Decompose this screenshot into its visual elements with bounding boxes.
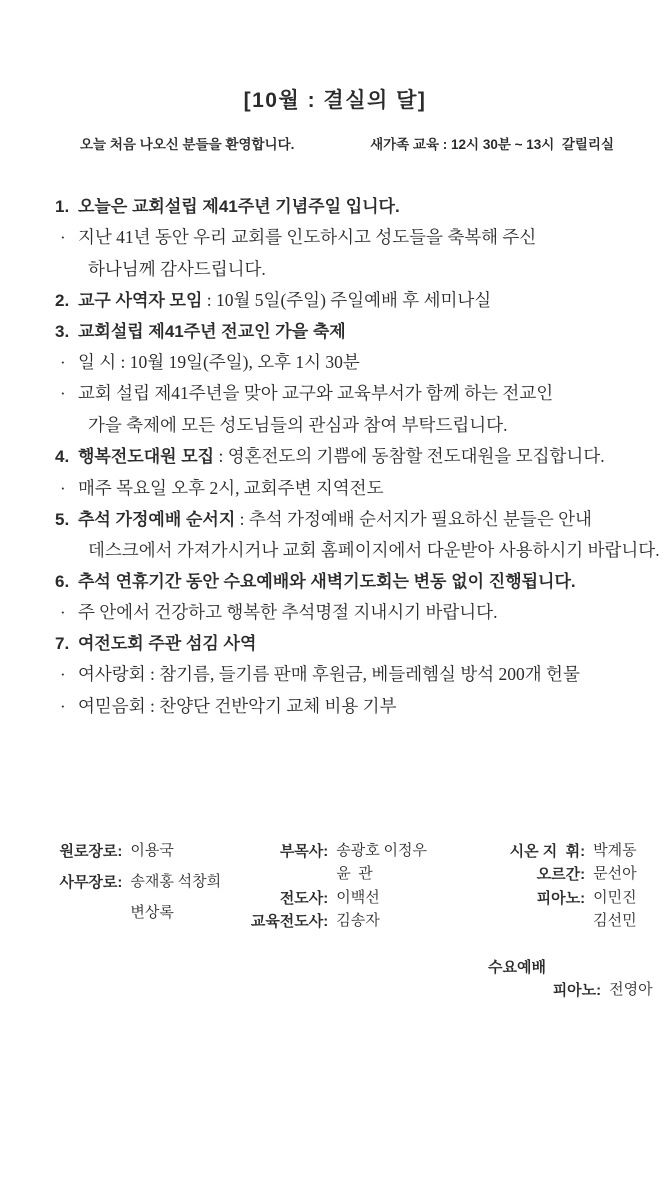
- staff-role-label: 시온 지 휘:: [509, 843, 586, 860]
- wednesday-worship-section: [440, 956, 665, 1003]
- staff-row: [240, 863, 440, 886]
- notice-text: 데스크에서 가져가시거나 교회 홈페이지에서 다운받아 사용하시기 바랍니다.: [88, 540, 660, 561]
- staff-row: [440, 887, 670, 910]
- staff-column: [440, 840, 670, 934]
- notice-text: 주 안에서 건강하고 행복한 추석명절 지내시기 바랍니다.: [78, 602, 498, 623]
- new-family-education-text: 새가족 교육 : 12시 30분 ~ 13시 갈릴리실: [370, 137, 614, 152]
- notice-text: : 10월 5일(주일) 주일예배 후 세미나실: [202, 290, 492, 311]
- notice-text: 추석 연휴기간 동안 수요예배와 새벽기도회는 변동 없이 진행됩니다.: [78, 571, 576, 591]
- staff-name: 이백선: [336, 889, 380, 906]
- notice-number: 3.: [55, 321, 70, 341]
- notice-line: [0, 441, 670, 472]
- notice-text: : 추석 가정예배 순서지가 필요하신 분들은 안내: [235, 509, 592, 530]
- notice-line: [0, 629, 670, 659]
- staff-row: [45, 871, 240, 902]
- notice-text: 여사랑회 : 참기름, 들기름 판매 후원금, 베들레헴실 방석 200개 헌물: [78, 664, 580, 685]
- notice-text: 일 시 : 10월 19일(주일), 오후 1시 30분: [78, 352, 360, 373]
- staff-row: [240, 887, 440, 910]
- staff-row: [440, 840, 670, 863]
- notice-line: [0, 473, 670, 504]
- bullet-marker: ·: [60, 353, 66, 373]
- staff-column: [240, 840, 440, 934]
- staff-row: [440, 910, 670, 933]
- bullet-marker: ·: [60, 665, 66, 685]
- notice-number: 4.: [55, 447, 70, 467]
- staff-column: [45, 840, 240, 934]
- notice-number: 5.: [55, 510, 70, 530]
- staff-name: 송재홍 석창희: [130, 874, 222, 891]
- staff-row: [240, 910, 440, 933]
- staff-row: [45, 902, 240, 933]
- notice-line: [0, 192, 670, 222]
- staff-role-label: 피아노:: [536, 889, 586, 907]
- notice-list: [0, 192, 670, 722]
- notice-line: [0, 691, 670, 722]
- notice-number: 7.: [55, 633, 70, 653]
- staff-row: [440, 979, 665, 1002]
- staff-row: [45, 840, 240, 871]
- staff-name: 송광호 이정우: [336, 843, 427, 859]
- notice-line: [0, 378, 670, 409]
- notice-text: 오늘은 교회설립 제41주년 기념주일 입니다.: [78, 197, 400, 216]
- notice-line: [0, 504, 670, 535]
- notice-number: 6.: [55, 571, 70, 591]
- staff-section: [0, 840, 670, 934]
- notice-line: [0, 254, 670, 285]
- staff-name: 변상록: [130, 905, 174, 922]
- welcome-row: [0, 136, 670, 154]
- notice-text: 매주 목요일 오후 2시, 교회주변 지역전도: [78, 477, 384, 498]
- notice-number: 1.: [55, 197, 70, 216]
- bullet-marker: ·: [60, 603, 66, 623]
- notice-text: 교회 설립 제41주년을 맞아 교구와 교육부서가 함께 하는 전교인: [78, 383, 554, 404]
- notice-line: [0, 347, 670, 378]
- staff-role-label: [240, 863, 328, 886]
- staff-role-label: [440, 910, 585, 933]
- staff-name: 전영아: [609, 982, 653, 999]
- staff-role-label: 전도사:: [279, 889, 329, 907]
- notice-text: 추석 가정예배 순서지: [78, 510, 236, 530]
- staff-role-label: 교육전도사:: [250, 913, 329, 931]
- notice-number: 2.: [55, 291, 70, 311]
- staff-role-label: 사무장로:: [59, 874, 123, 892]
- welcome-text: 오늘 처음 나오신 분들을 환영합니다.: [80, 137, 295, 152]
- bullet-marker: ·: [60, 478, 66, 498]
- staff-row: [440, 863, 670, 886]
- notice-text: 여믿음회 : 찬양단 건반악기 교체 비용 기부: [78, 695, 397, 716]
- staff-role-label: 오르간:: [536, 866, 586, 884]
- staff-name: 이용국: [130, 843, 174, 859]
- notice-line: [0, 222, 670, 253]
- staff-name: 박계동: [593, 843, 637, 859]
- staff-name: 이민진: [593, 889, 637, 906]
- notice-line: [0, 567, 670, 597]
- notice-text: 행복전도대원 모집: [78, 447, 215, 467]
- notice-line: [0, 410, 670, 441]
- notice-text: : 영혼전도의 기쁨에 동참할 전도대원을 모집합니다.: [214, 446, 605, 467]
- staff-row: [240, 840, 440, 863]
- staff-name: 김송자: [336, 913, 380, 930]
- notice-text: 여전도회 주관 섬김 사역: [78, 633, 257, 653]
- staff-name: 문선아: [593, 866, 637, 883]
- bullet-marker: ·: [60, 384, 66, 404]
- staff-name: 김선민: [593, 913, 637, 930]
- staff-name: 윤 관: [336, 866, 373, 883]
- notice-line: [0, 659, 670, 690]
- notice-line: [0, 535, 670, 566]
- staff-role-label: 부목사:: [279, 843, 329, 860]
- staff-role-label: [45, 902, 122, 933]
- wednesday-worship-rows: [440, 979, 665, 1002]
- notice-text: 교회설립 제41주년 전교인 가을 축제: [78, 321, 346, 341]
- notice-line: [0, 597, 670, 628]
- page-title: [10월 : 결실의 달]: [243, 89, 427, 112]
- notice-line: [0, 317, 670, 347]
- bullet-marker: ·: [60, 228, 66, 248]
- notice-text: 지난 41년 동안 우리 교회를 인도하시고 성도들을 축복해 주신: [78, 227, 537, 248]
- notice-text: 하나님께 감사드립니다.: [88, 258, 266, 279]
- notice-line: [0, 285, 670, 316]
- notice-text: 가을 축제에 모든 성도님들의 관심과 참여 부탁드립니다.: [88, 414, 508, 435]
- bullet-marker: ·: [60, 696, 66, 716]
- staff-role-label: 피아노:: [552, 982, 602, 1000]
- notice-text: 교구 사역자 모임: [78, 291, 203, 311]
- staff-role-label: 원로장로:: [59, 843, 123, 860]
- wednesday-worship-title: 수요예배: [488, 959, 546, 976]
